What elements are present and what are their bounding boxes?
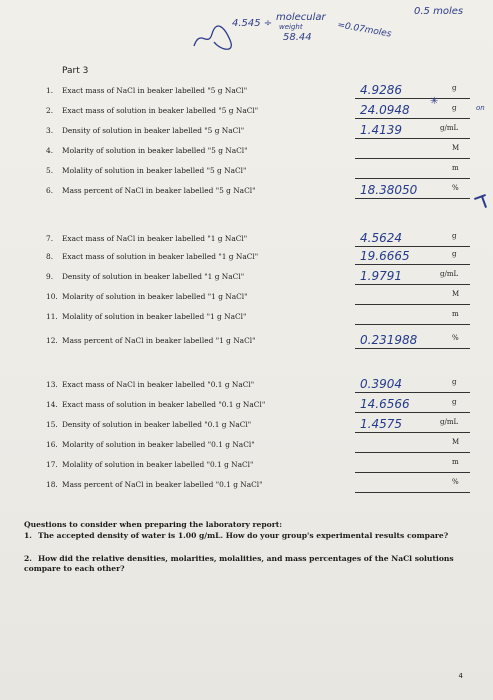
row-number: 10. — [46, 292, 58, 301]
question-row — [46, 460, 253, 469]
answer-line — [355, 264, 470, 265]
unit-label: g — [452, 104, 457, 112]
arrow-mark-stem-icon — [481, 196, 487, 208]
unit-label: % — [452, 478, 459, 486]
page-number: 4 — [458, 672, 463, 680]
row-number: 16. — [46, 440, 58, 449]
question-row — [46, 252, 258, 261]
annotation-mid-weight: weight — [279, 23, 303, 31]
answer-line — [355, 118, 470, 119]
row-label: Mass percent of NaCl in beaker labelled "0.1 g NaCl" — [62, 480, 263, 489]
annotation-mid-bottom: 58.44 — [283, 32, 312, 43]
unit-label: m — [452, 164, 459, 172]
annotation-left: 4.545 ÷ — [232, 18, 273, 29]
answer-line — [355, 324, 470, 325]
question-number: 1. — [24, 531, 32, 540]
row-number: 7. — [46, 234, 54, 243]
handwritten-answer: 19.6665 — [360, 249, 410, 263]
row-number: 17. — [46, 460, 58, 469]
row-number: 15. — [46, 420, 58, 429]
question-row — [46, 312, 246, 321]
unit-label: M — [452, 144, 460, 152]
unit-label: m — [452, 458, 459, 466]
row-number: 12. — [46, 336, 58, 345]
question-text: The accepted density of water is 1.00 g/mL. How do your group's experimental results compare? — [38, 531, 449, 540]
unit-label: g — [452, 378, 457, 386]
answer-line — [355, 452, 470, 453]
answer-line — [355, 98, 470, 99]
row-label: Exact mass of NaCl in beaker labelled "1 g NaCl" — [62, 234, 248, 243]
answer-line — [355, 472, 470, 473]
answer-line — [355, 158, 470, 159]
answer-line — [355, 432, 470, 433]
answer-line — [355, 246, 470, 247]
row-label: Molarity of solution in beaker labelled "0.1 g NaCl" — [62, 440, 255, 449]
question-row — [46, 86, 247, 95]
answer-line — [355, 392, 470, 393]
row-label: Exact mass of NaCl in beaker labelled "5 g NaCl" — [62, 86, 248, 95]
row-label: Molarity of solution in beaker labelled "5 g NaCl" — [62, 146, 248, 155]
row-label: Density of solution in beaker labelled "0.1 g NaCl" — [62, 420, 252, 429]
handwritten-answer: 0.3904 — [360, 377, 402, 391]
question-row — [46, 166, 246, 175]
unit-label: g/mL — [440, 270, 459, 278]
annotation-mid-top: molecular — [276, 12, 326, 23]
handwritten-answer: 14.6566 — [360, 397, 410, 411]
unit-label: g/mL — [440, 418, 459, 426]
unit-label: M — [452, 438, 460, 446]
row-number: 4. — [46, 146, 54, 155]
handwritten-answer: 18.38050 — [360, 183, 418, 197]
question-row — [46, 380, 254, 389]
question-number: 2. — [24, 554, 32, 563]
unit-label: M — [452, 290, 460, 298]
row-label: Molality of solution in beaker labelled "1 g NaCl" — [62, 312, 247, 321]
question-row — [46, 106, 258, 115]
handwritten-answer: 1.4575 — [360, 417, 402, 431]
question-row — [46, 336, 256, 345]
star-mark-icon: ✳ — [430, 96, 439, 107]
row-number: 11. — [46, 312, 58, 321]
questions-heading: Questions to consider when preparing the laboratory report: — [24, 520, 283, 529]
row-label: Density of solution in beaker labelled "1 g NaCl" — [62, 272, 245, 281]
row-label: Molality of solution in beaker labelled "5 g NaCl" — [62, 166, 247, 175]
annotation-far-right: 0.5 moles — [414, 6, 464, 17]
unit-label: g — [452, 84, 457, 92]
question-1 — [24, 531, 464, 541]
question-row — [46, 400, 265, 409]
row-label: Mass percent of NaCl in beaker labelled "1 g NaCl" — [62, 336, 256, 345]
unit-label: g — [452, 232, 457, 240]
answer-line — [355, 284, 470, 285]
unit-label: % — [452, 184, 459, 192]
unit-label: % — [452, 334, 459, 342]
margin-note: on — [476, 104, 485, 112]
row-number: 9. — [46, 272, 54, 281]
question-row — [46, 272, 244, 281]
row-label: Mass percent of NaCl in beaker labelled "5 g NaCl" — [62, 186, 256, 195]
row-number: 13. — [46, 380, 58, 389]
handwritten-answer: 4.9286 — [360, 83, 402, 97]
question-row — [46, 234, 247, 243]
row-number: 8. — [46, 252, 54, 261]
question-2 — [24, 554, 464, 574]
row-label: Exact mass of solution in beaker labelled "0.1 g NaCl" — [62, 400, 266, 409]
handwritten-answer: 1.4139 — [360, 123, 402, 137]
question-row — [46, 480, 263, 489]
question-row — [46, 292, 248, 301]
handwritten-answer: 0.231988 — [360, 333, 418, 347]
unit-label: g/mL — [440, 124, 459, 132]
answer-line — [355, 304, 470, 305]
answer-line — [355, 492, 470, 493]
row-label: Density of solution in beaker labelled "5 g NaCl" — [62, 126, 245, 135]
row-label: Exact mass of NaCl in beaker labelled "0.1 g NaCl" — [62, 380, 255, 389]
row-number: 2. — [46, 106, 54, 115]
part-title: Part 3 — [62, 66, 89, 76]
row-label: Molarity of solution in beaker labelled "1 g NaCl" — [62, 292, 248, 301]
unit-label: g — [452, 250, 457, 258]
answer-line — [355, 348, 470, 349]
row-number: 5. — [46, 166, 54, 175]
unit-label: m — [452, 310, 459, 318]
question-row — [46, 420, 251, 429]
row-label: Exact mass of solution in beaker labelled "5 g NaCl" — [62, 106, 259, 115]
answer-line — [355, 178, 470, 179]
row-number: 6. — [46, 186, 54, 195]
row-number: 1. — [46, 86, 54, 95]
handwritten-answer: 1.9791 — [360, 269, 402, 283]
row-label: Molality of solution in beaker labelled "0.1 g NaCl" — [62, 460, 254, 469]
question-row — [46, 126, 244, 135]
question-row — [46, 186, 256, 195]
handwritten-answer: 24.0948 — [360, 103, 410, 117]
answer-line — [355, 198, 470, 199]
row-number: 3. — [46, 126, 54, 135]
scribble-mark — [190, 22, 238, 52]
handwritten-answer: 4.5624 — [360, 231, 402, 245]
annotation-right: =0.07moles — [336, 20, 393, 40]
question-row — [46, 440, 255, 449]
question-text: How did the relative densities, molarities, molalities, and mass percentages of the NaCl solutions compare to each other? — [24, 554, 454, 573]
question-row — [46, 146, 248, 155]
row-number: 18. — [46, 480, 58, 489]
unit-label: g — [452, 398, 457, 406]
row-number: 14. — [46, 400, 58, 409]
answer-line — [355, 412, 470, 413]
answer-line — [355, 138, 470, 139]
row-label: Exact mass of solution in beaker labelled "1 g NaCl" — [62, 252, 259, 261]
